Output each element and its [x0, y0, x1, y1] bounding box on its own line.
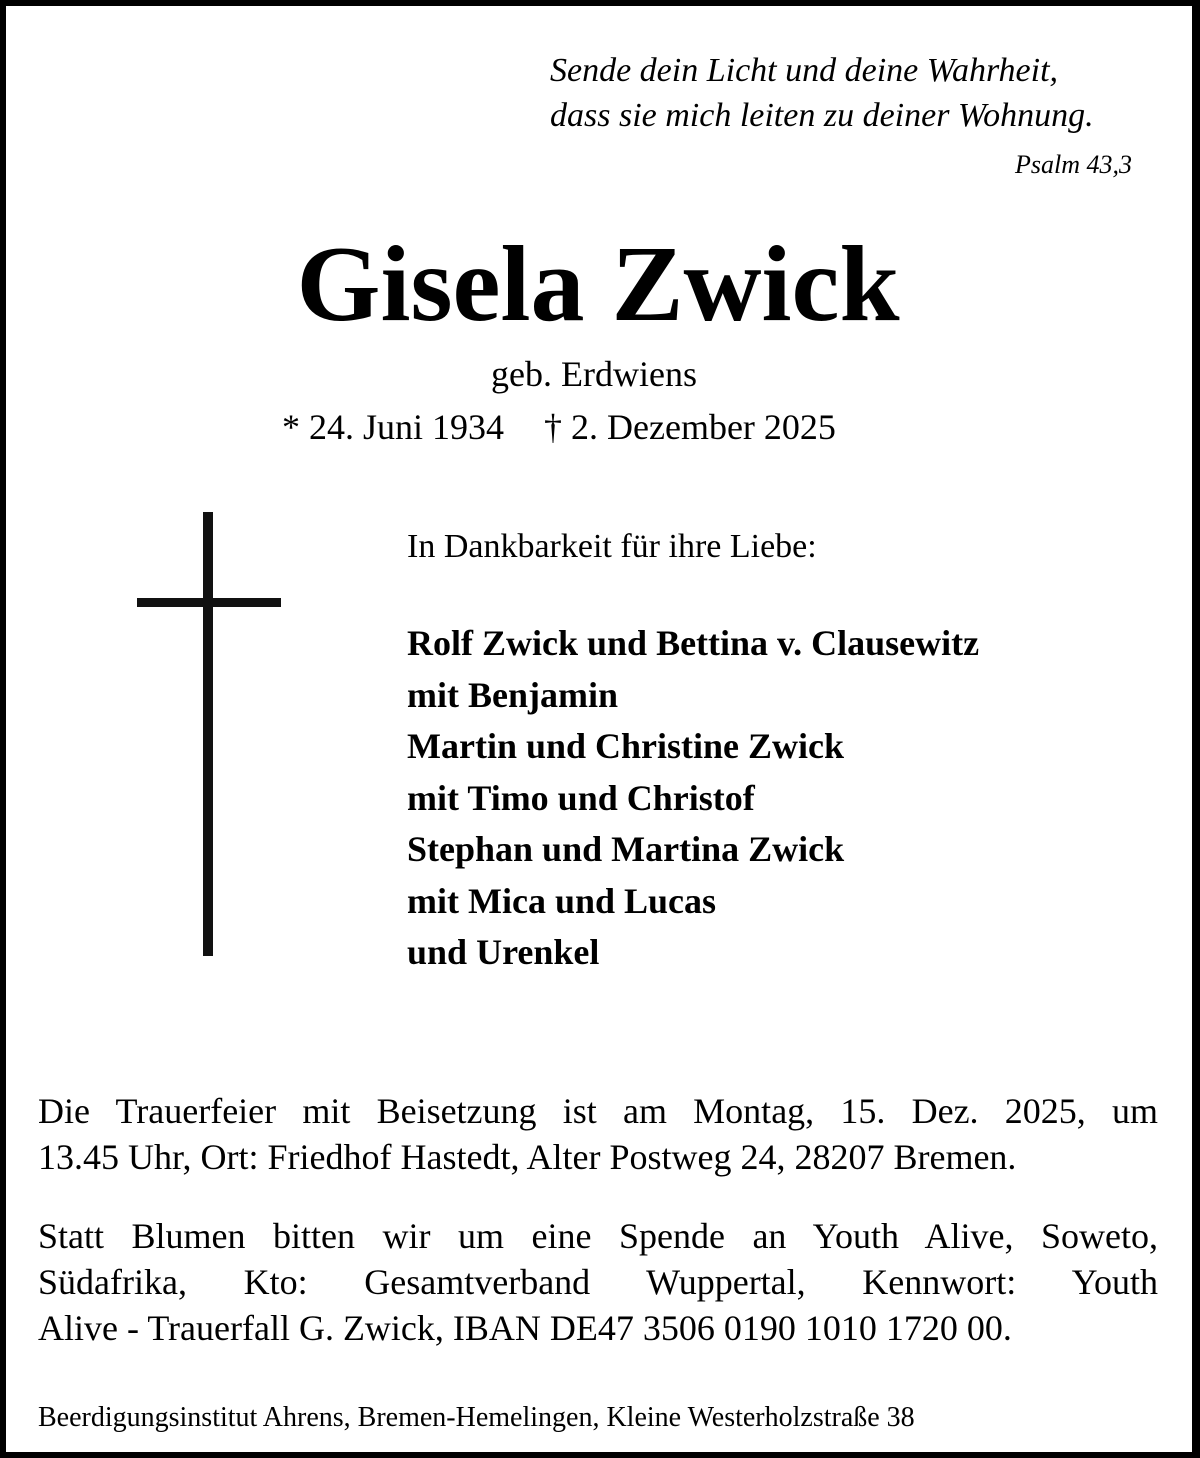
- death-date: † 2. Dezember 2025: [544, 407, 836, 447]
- donation-line: Südafrika, Kto: Gesamtverband Wuppertal, Kennwort: Youth: [38, 1262, 1158, 1302]
- mourner-line: Rolf Zwick und Bettina v. Clausewitz: [407, 623, 980, 663]
- mourner-line: und Urenkel: [407, 932, 600, 972]
- funeral-info: [38, 1088, 1158, 1180]
- mourner-line: mit Timo und Christof: [407, 777, 755, 818]
- gratitude-intro: In Dankbarkeit für ihre Liebe:: [407, 528, 817, 565]
- donation-line: Statt Blumen bitten wir um eine Spende an Youth Alive, Soweto,: [38, 1216, 1158, 1256]
- donation-line: Alive - Trauerfall G. Zwick, IBAN DE47 3506 0190 1010 1720 00.: [38, 1308, 1012, 1348]
- funeral-line: 13.45 Uhr, Ort: Friedhof Hastedt, Alter Postweg 24, 28207 Bremen.: [38, 1137, 1017, 1177]
- funeral-line: Die Trauerfeier mit Beisetzung ist am Montag, 15. Dez. 2025, um: [38, 1091, 1158, 1131]
- mourner-line: Stephan und Martina Zwick: [407, 829, 845, 869]
- deceased-name: Gisela Zwick: [296, 225, 900, 344]
- mourner-line: mit Benjamin: [407, 674, 618, 715]
- bible-verse: [550, 48, 1094, 138]
- verse-line: Sende dein Licht und deine Wahrheit,: [550, 52, 1059, 89]
- donation-info: [38, 1213, 1158, 1351]
- mourners-list: [407, 618, 979, 979]
- verse-line: dass sie mich leiten zu deiner Wohnung.: [550, 97, 1094, 134]
- verse-reference: Psalm 43,3: [1015, 150, 1132, 179]
- birth-name: geb. Erdwiens: [491, 354, 697, 394]
- mourner-line: Martin und Christine Zwick: [407, 726, 845, 766]
- birth-date: * 24. Juni 1934: [282, 407, 505, 447]
- cross-vertical-bar: [203, 512, 213, 956]
- cross-horizontal-bar: [137, 598, 281, 607]
- life-dates: [282, 404, 836, 450]
- undertaker-info: Beerdigungsinstitut Ahrens, Bremen-Hemelingen, Kleine Westerholzstraße 38: [38, 1402, 915, 1433]
- mourner-line: mit Mica und Lucas: [407, 880, 717, 921]
